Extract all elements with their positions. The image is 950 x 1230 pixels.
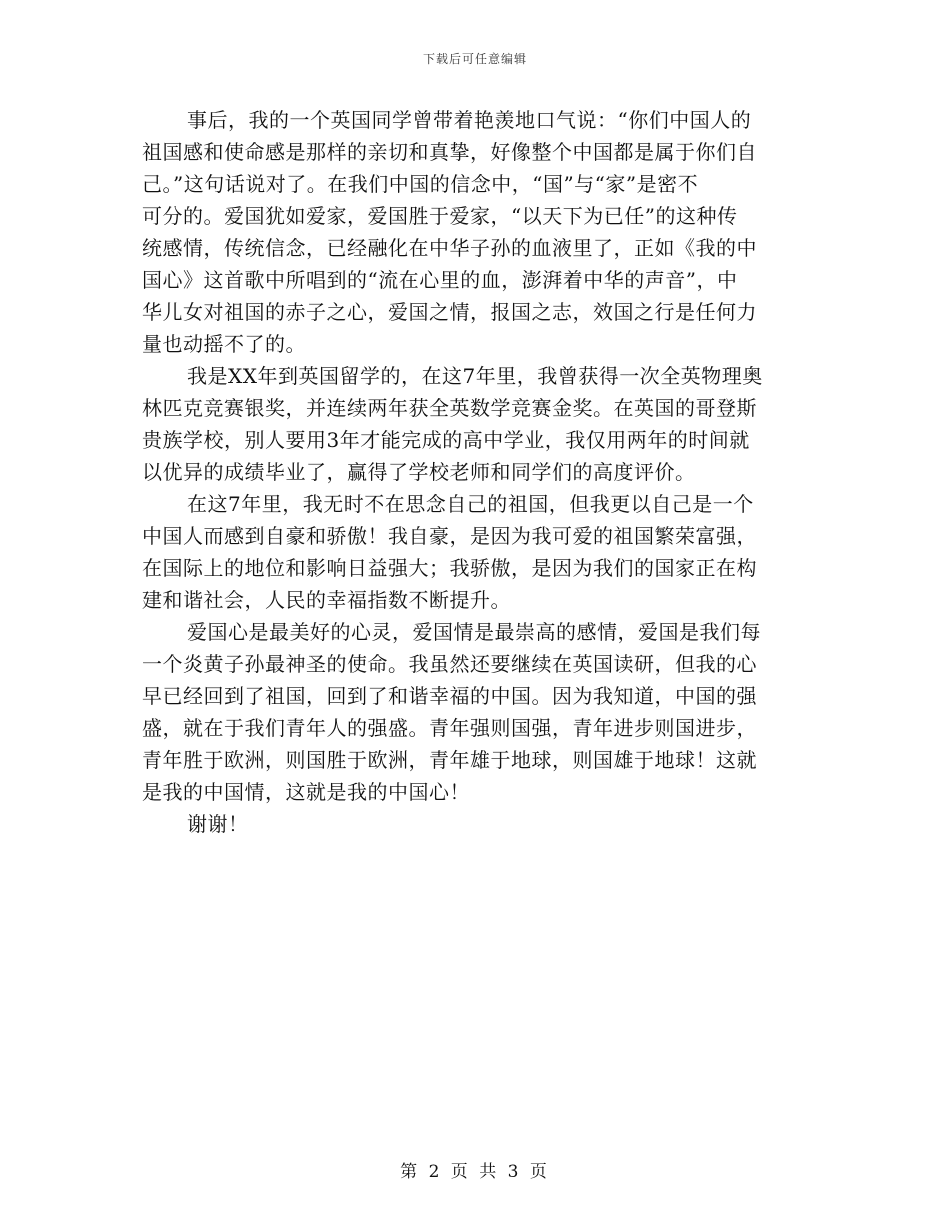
- text-line: 一个炎黄子孙最神圣的使命。我虽然还要继续在英国读研，但我的心: [142, 652, 757, 676]
- text-line: 中国人而感到自豪和骄傲！我自豪，是因为我可爱的祖国繁荣富强，: [142, 524, 757, 548]
- paragraph: [142, 104, 797, 360]
- text-line: 我是XX年到英国留学的，在这7年里，我曾获得一次全英物理奥: [187, 364, 763, 388]
- text-line: 青年胜于欧洲，则国胜于欧洲，青年雄于地球，则国雄于地球！这就: [142, 748, 757, 772]
- text-line: 谢谢！: [187, 812, 249, 836]
- page-footer: 第 2 页 共 3 页: [400, 1162, 550, 1182]
- paragraph: [142, 616, 797, 808]
- text-line: 在这7年里，我无时不在思念自己的祖国，但我更以自己是一个: [187, 492, 754, 516]
- text-line: 在国际上的地位和影响日益强大；我骄傲，是因为我们的国家正在构: [142, 556, 757, 580]
- text-line: 国心》这首歌中所唱到的“流在心里的血，澎湃着中华的声音”，中: [142, 268, 738, 292]
- text-line: 己。”这句话说对了。在我们中国的信念中，“国”与“家”是密不: [142, 172, 699, 196]
- text-line: 统感情，传统信念，已经融化在中华子孙的血液里了，正如《我的中: [142, 236, 757, 260]
- text-line: 建和谐社会，人民的幸福指数不断提升。: [142, 588, 511, 612]
- text-line: 是我的中国情，这就是我的中国心！: [142, 780, 470, 804]
- text-line: 华儿女对祖国的赤子之心，爱国之情，报国之志，效国之行是任何力: [142, 300, 757, 324]
- text-line: 以优异的成绩毕业了，赢得了学校老师和同学们的高度评价。: [142, 460, 696, 484]
- text-line: 爱国心是最美好的心灵，爱国情是最崇高的感情，爱国是我们每: [187, 620, 761, 644]
- text-line: 可分的。爱国犹如爱家，爱国胜于爱家，“以天下为已任”的这种传: [142, 204, 738, 228]
- text-line: 贵族学校，别人要用3年才能完成的高中学业，我仅用两年的时间就: [142, 428, 750, 452]
- text-line: 祖国感和使命感是那样的亲切和真挚，好像整个中国都是属于你们自: [142, 140, 757, 164]
- text-line: 量也动摇不了的。: [142, 332, 306, 356]
- page-header: 下载后可任意编辑: [422, 52, 527, 66]
- paragraph: [142, 360, 797, 488]
- text-line: 林匹克竞赛银奖，并连续两年获全英数学竞赛金奖。在英国的哥登斯: [142, 396, 757, 420]
- text-line: 盛，就在于我们青年人的强盛。青年强则国强，青年进步则国进步，: [142, 716, 757, 740]
- document-body: [142, 104, 797, 840]
- text-line: 事后，我的一个英国同学曾带着艳羡地口气说：“你们中国人的: [187, 108, 752, 132]
- paragraph: [142, 488, 797, 616]
- text-line: 早已经回到了祖国，回到了和谐幸福的中国。因为我知道，中国的强: [142, 684, 757, 708]
- paragraph: [142, 808, 797, 840]
